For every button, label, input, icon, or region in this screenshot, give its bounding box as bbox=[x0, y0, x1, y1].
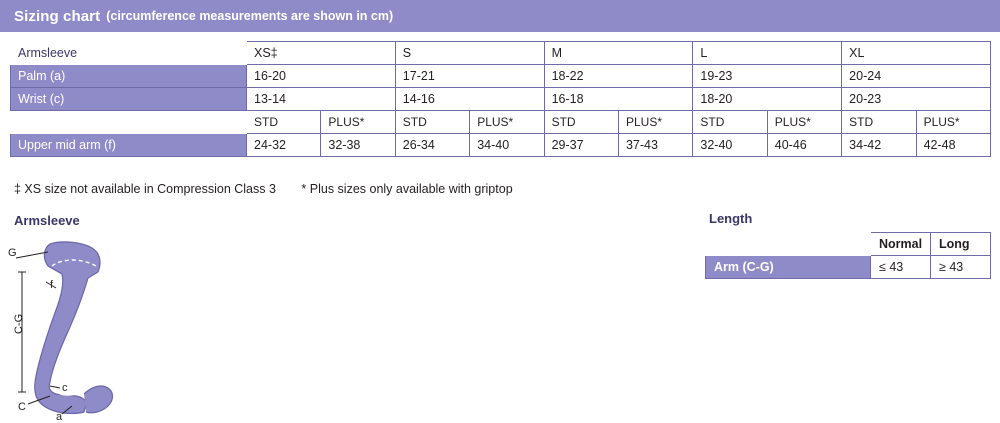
row-label-palm: Palm (a) bbox=[11, 65, 247, 88]
cell-uma-xl-std: 34-42 bbox=[842, 134, 916, 157]
subcolumn-header-s-std: STD bbox=[395, 111, 469, 134]
cell-wrist-l: 18-20 bbox=[693, 88, 842, 111]
page-subtitle: (circumference measurements are shown in cm) bbox=[106, 9, 394, 23]
length-table-corner bbox=[706, 233, 871, 256]
cell-uma-m-std: 29-37 bbox=[544, 134, 618, 157]
cell-wrist-xs: 13-14 bbox=[247, 88, 396, 111]
subcolumn-header-xl-std: STD bbox=[842, 111, 916, 134]
subcolumn-header-s-plus: PLUS* bbox=[470, 111, 544, 134]
hand-shape bbox=[84, 386, 113, 413]
subcolumn-header-m-plus: PLUS* bbox=[618, 111, 692, 134]
subcolumn-header-m-std: STD bbox=[544, 111, 618, 134]
cell-uma-m-plus: 37-43 bbox=[618, 134, 692, 157]
sizing-table bbox=[10, 41, 991, 157]
cell-palm-l: 19-23 bbox=[693, 65, 842, 88]
table-row bbox=[11, 65, 991, 88]
cell-arm-long: ≥ 43 bbox=[931, 256, 991, 279]
cell-uma-l-std: 32-40 bbox=[693, 134, 767, 157]
subcolumn-header-l-plus: PLUS* bbox=[767, 111, 841, 134]
length-title: Length bbox=[709, 211, 753, 226]
footnote-xs: ‡ XS size not available in Compression Class 3 bbox=[14, 182, 276, 196]
cell-uma-xl-plus: 42-48 bbox=[916, 134, 990, 157]
row-label-wrist: Wrist (c) bbox=[11, 88, 247, 111]
diagram-mark-c-inner: c bbox=[62, 382, 68, 394]
diagram-mark-cg: C-G bbox=[13, 313, 25, 334]
subcolumn-header-xs-std: STD bbox=[247, 111, 321, 134]
cell-uma-s-plus: 34-40 bbox=[470, 134, 544, 157]
subheader-spacer bbox=[11, 111, 247, 134]
table-row-size-headers bbox=[11, 42, 991, 65]
cell-uma-l-plus: 40-46 bbox=[767, 134, 841, 157]
table-row bbox=[706, 256, 991, 279]
leader-line-g bbox=[16, 252, 48, 258]
cell-uma-s-std: 26-34 bbox=[395, 134, 469, 157]
column-header-xl: XL bbox=[842, 42, 991, 65]
table-corner-label: Armsleeve bbox=[11, 42, 247, 65]
diagram-mark-c: C bbox=[18, 401, 26, 413]
footnotes bbox=[14, 182, 513, 196]
cell-wrist-s: 14-16 bbox=[395, 88, 544, 111]
length-column-header-normal: Normal bbox=[871, 233, 931, 256]
cell-palm-s: 17-21 bbox=[395, 65, 544, 88]
table-row-sub-headers bbox=[11, 111, 991, 134]
diagram-mark-f: f bbox=[50, 279, 54, 291]
cell-palm-xl: 20-24 bbox=[842, 65, 991, 88]
length-table bbox=[705, 232, 991, 279]
sizing-chart-header bbox=[0, 0, 1000, 32]
cell-palm-m: 18-22 bbox=[544, 65, 693, 88]
cell-arm-normal: ≤ 43 bbox=[871, 256, 931, 279]
diagram-label: Armsleeve bbox=[14, 213, 80, 228]
table-row bbox=[11, 88, 991, 111]
length-column-header-long: Long bbox=[931, 233, 991, 256]
cell-wrist-xl: 20-23 bbox=[842, 88, 991, 111]
arm-diagram bbox=[6, 236, 206, 421]
subcolumn-header-xs-plus: PLUS* bbox=[321, 111, 395, 134]
table-row bbox=[11, 134, 991, 157]
subcolumn-header-l-std: STD bbox=[693, 111, 767, 134]
page-title: Sizing chart bbox=[14, 7, 101, 25]
cell-wrist-m: 16-18 bbox=[544, 88, 693, 111]
column-header-l: L bbox=[693, 42, 842, 65]
diagram-mark-g: G bbox=[8, 247, 17, 259]
subcolumn-header-xl-plus: PLUS* bbox=[916, 111, 990, 134]
row-label-upper-mid-arm: Upper mid arm (f) bbox=[11, 134, 247, 157]
length-section bbox=[705, 211, 990, 279]
cell-palm-xs: 16-20 bbox=[247, 65, 396, 88]
column-header-xs: XS‡ bbox=[247, 42, 396, 65]
diagram-mark-a: a bbox=[56, 411, 63, 421]
table-row-length-headers bbox=[706, 233, 991, 256]
footnote-plus: * Plus sizes only available with griptop bbox=[301, 182, 513, 196]
cell-uma-xs-std: 24-32 bbox=[247, 134, 321, 157]
length-row-label-arm: Arm (C-G) bbox=[706, 256, 871, 279]
column-header-s: S bbox=[395, 42, 544, 65]
column-header-m: M bbox=[544, 42, 693, 65]
arm-illustration-svg bbox=[6, 236, 206, 421]
cell-uma-xs-plus: 32-38 bbox=[321, 134, 395, 157]
